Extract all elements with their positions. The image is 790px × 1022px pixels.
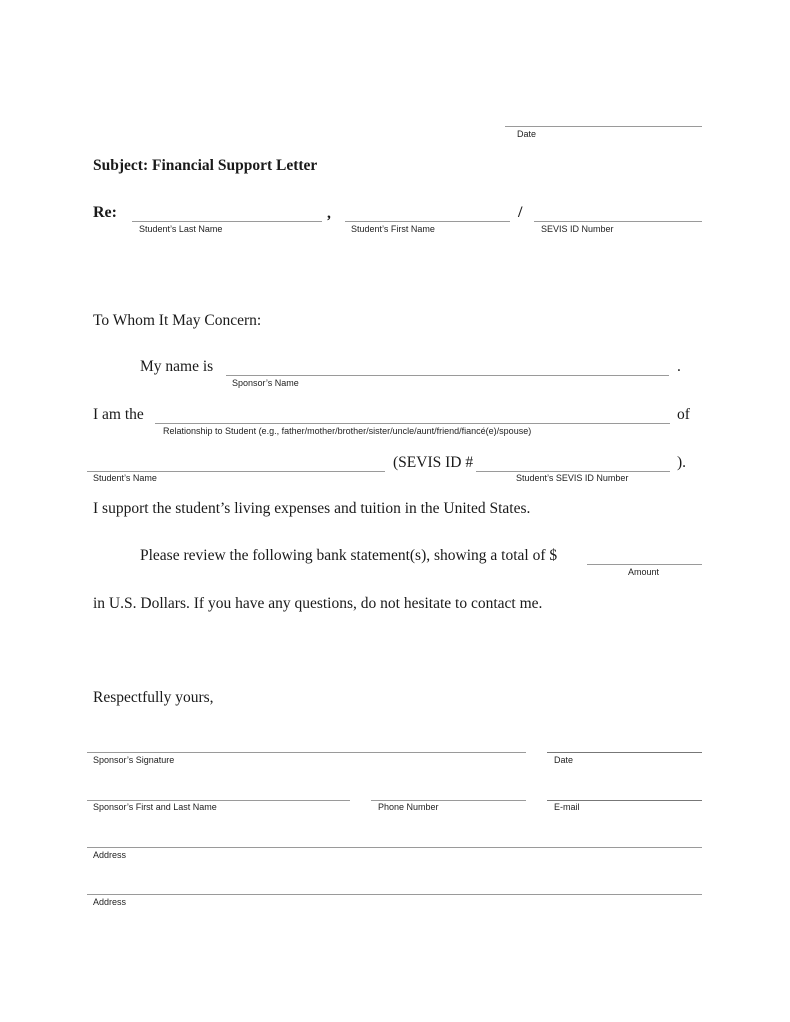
student-last-name-label: Student’s Last Name — [139, 224, 223, 234]
my-name-is-text: My name is — [140, 358, 214, 375]
closing: Respectfully yours, — [93, 689, 214, 706]
subject-heading: Subject: Financial Support Letter — [93, 157, 318, 174]
sevis-id-field[interactable] — [534, 221, 702, 222]
support-sentence: I support the student’s living expenses and tuition in the United States. — [93, 500, 531, 517]
i-am-the-text: I am the — [93, 406, 144, 423]
salutation: To Whom It May Concern: — [93, 312, 262, 329]
signature-date-field[interactable] — [547, 752, 702, 753]
phone-number-label: Phone Number — [378, 802, 439, 812]
student-first-name-field[interactable] — [345, 221, 510, 222]
phone-number-field[interactable] — [371, 800, 526, 801]
sponsor-name-period: . — [677, 358, 681, 375]
address-line-2-field[interactable] — [87, 894, 702, 895]
amount-field[interactable] — [587, 564, 702, 565]
student-first-name-label: Student’s First Name — [351, 224, 435, 234]
relationship-field[interactable] — [155, 423, 670, 424]
sevis-id-open-text: (SEVIS ID # — [393, 454, 474, 471]
student-name-label: Student’s Name — [93, 473, 157, 483]
student-sevis-id-field[interactable] — [476, 471, 670, 472]
signature-date-label: Date — [554, 755, 574, 765]
sponsor-full-name-field[interactable] — [87, 800, 350, 801]
relationship-label: Relationship to Student (e.g., father/mother/brother/sister/uncle/aunt/friend/fiancé(e)/spouse) — [163, 426, 532, 436]
of-text: of — [677, 406, 690, 423]
sponsor-name-label: Sponsor’s Name — [232, 378, 299, 388]
re-comma: , — [327, 205, 331, 222]
amount-label: Amount — [628, 567, 660, 577]
address-line-1-field[interactable] — [87, 847, 702, 848]
address-line-1-label: Address — [93, 850, 127, 860]
top-date-label: Date — [517, 129, 537, 139]
student-sevis-id-label: Student’s SEVIS ID Number — [516, 473, 629, 483]
sponsor-name-field[interactable] — [226, 375, 669, 376]
top-date-line[interactable] — [505, 126, 702, 127]
dollars-sentence: in U.S. Dollars. If you have any questions, do not hesitate to contact me. — [93, 595, 543, 612]
sevis-id-close-text: ). — [677, 454, 687, 471]
re-slash: / — [518, 204, 523, 221]
sponsor-signature-label: Sponsor’s Signature — [93, 755, 175, 765]
sponsor-full-name-label: Sponsor’s First and Last Name — [93, 802, 217, 812]
sevis-id-label: SEVIS ID Number — [541, 224, 614, 234]
sponsor-signature-field[interactable] — [87, 752, 526, 753]
student-last-name-field[interactable] — [132, 221, 322, 222]
email-label: E-mail — [554, 802, 580, 812]
re-label: Re: — [93, 204, 117, 221]
review-sentence: Please review the following bank statement(s), showing a total of $ — [140, 547, 558, 564]
student-name-field[interactable] — [87, 471, 385, 472]
address-line-2-label: Address — [93, 897, 127, 907]
email-field[interactable] — [547, 800, 702, 801]
